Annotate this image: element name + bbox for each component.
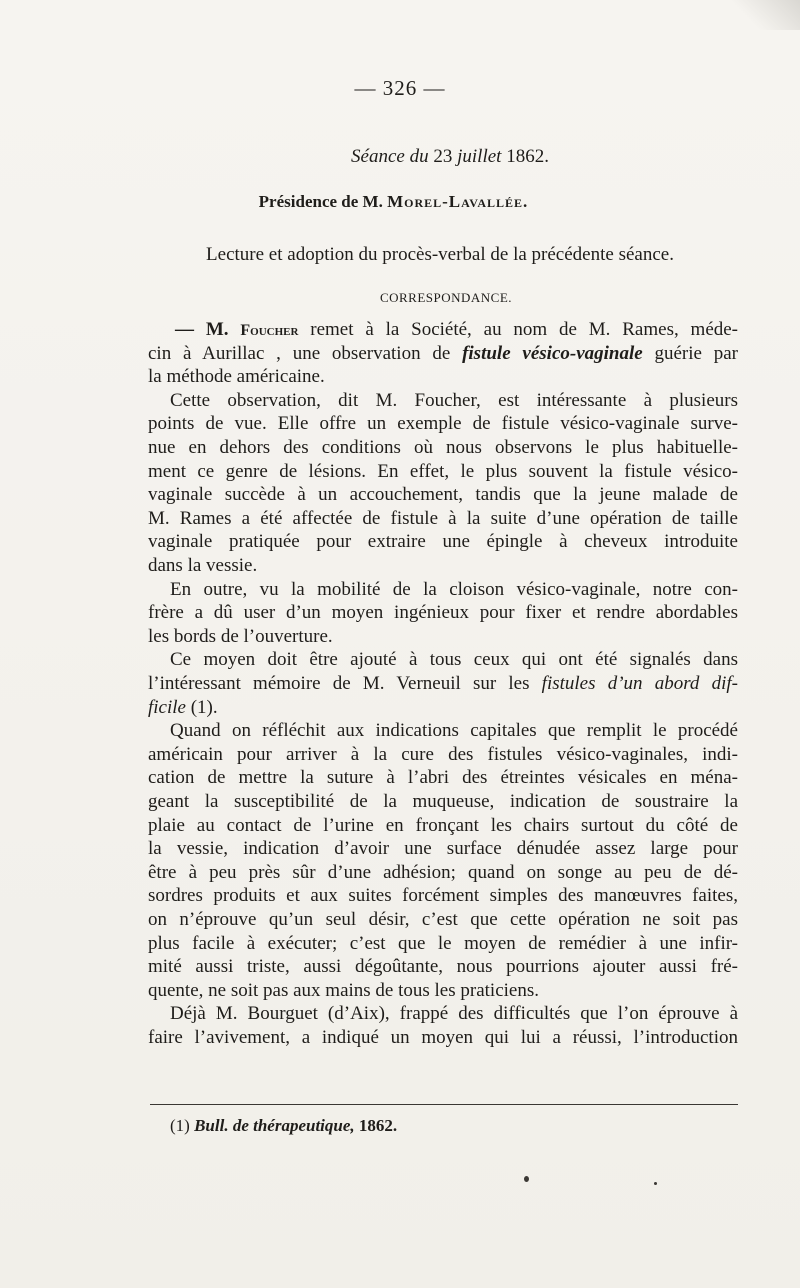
text-line xyxy=(148,743,738,766)
text-line xyxy=(148,1026,738,1049)
president-name: Morel-Lavallée. xyxy=(387,192,529,211)
footnote xyxy=(170,1116,397,1136)
text-run: faire l’avivement, a indiqué un moyen qui lui a réussi, l’introduction xyxy=(148,1027,738,1048)
text-line xyxy=(170,719,738,742)
footnote-year: 1862. xyxy=(354,1116,398,1135)
text-line xyxy=(148,979,539,1002)
page-number: — 326 — xyxy=(354,76,446,100)
text-run: Déjà M. Bourguet (d’Aix), frappé des difficultés que l’on éprouve à xyxy=(170,1003,738,1025)
page-corner-shadow xyxy=(730,0,800,30)
text-line xyxy=(148,554,257,577)
text-run: vaginale succède à un accouchement, tandis que la jeune malade de xyxy=(148,484,738,506)
minutes-adoption: Lecture et adoption du procès-verbal de la précédente séance. xyxy=(206,244,674,265)
presidence-line xyxy=(0,192,787,212)
text-line xyxy=(148,814,738,837)
text-run: ficile xyxy=(148,696,186,718)
text-run: geant la susceptibilité de la muqueuse, indication de soustraire la xyxy=(148,791,738,812)
text-line xyxy=(148,696,218,719)
ink-speck xyxy=(524,1176,529,1182)
presidence-prefix: Présidence de xyxy=(258,192,363,211)
text-run: — xyxy=(175,319,206,340)
footnote-rule xyxy=(150,1104,738,1105)
text-run: (1). xyxy=(185,696,218,718)
text-line xyxy=(148,766,738,789)
text-run: remet à la Société, au nom de M. Rames, méde- xyxy=(298,319,739,340)
section-heading: CORRESPONDANCE. xyxy=(379,290,513,305)
text-line xyxy=(148,861,738,884)
text-run: Quand on réfléchit aux indications capitales que remplit le procédé xyxy=(170,720,738,742)
text-run: M. Rames a été affectée de fistule à la suite d’une opération de taille xyxy=(148,507,738,529)
text-line xyxy=(148,412,738,435)
text-line xyxy=(148,436,738,459)
text-line xyxy=(175,318,738,342)
session-date xyxy=(0,146,800,168)
footnote-source: Bull. de thérapeutique, xyxy=(194,1116,355,1135)
text-line xyxy=(148,790,738,813)
footnote-marker: (1) xyxy=(170,1116,195,1135)
text-run: fistules d’un abord dif- xyxy=(541,673,738,694)
text-run: mité aussi triste, aussi dégoûtante, nous pourrions ajouter aussi fré- xyxy=(148,956,738,978)
text-line xyxy=(148,884,738,907)
text-run: quente, ne soit pas aux mains de tous les praticiens. xyxy=(148,979,539,1001)
text-line xyxy=(148,932,738,955)
text-line xyxy=(170,648,738,671)
text-run: les bords de l’ouverture. xyxy=(148,625,333,647)
text-run: points de vue. Elle offre un exemple de fistule vésico-vaginale surve- xyxy=(148,413,738,435)
text-run: M. xyxy=(205,319,241,340)
text-line xyxy=(170,1002,738,1025)
text-run: américain pour arriver à la cure des fistules vésico-vaginales, indi- xyxy=(148,743,738,765)
text-run: vaginale pratiquée pour extraire une épingle à cheveux introduite xyxy=(148,531,738,553)
text-run: plaie au contact de l’urine en fronçant les chairs surtout du côté de xyxy=(148,814,738,836)
text-run: En outre, vu la mobilité de la cloison vésico-vaginale, notre con- xyxy=(170,578,738,600)
text-run: cation de mettre la suture à l’abri des étreintes vésicales en ména- xyxy=(148,767,738,789)
session-month: juillet xyxy=(452,146,507,167)
text-run: la vessie, indication d’avoir une surface dénudée assez large pour xyxy=(148,838,738,860)
text-run: être à peu près sûr d’une adhésion; quand on songe au peu de dé- xyxy=(148,861,738,883)
text-run: dans la vessie. xyxy=(148,555,258,576)
text-run: Foucher xyxy=(240,322,299,339)
ink-speck xyxy=(654,1182,657,1185)
text-run: on n’éprouve qu’un seul désir, c’est que cette opération ne soit pas xyxy=(148,909,738,930)
text-line xyxy=(148,507,738,530)
text-line xyxy=(148,365,325,388)
text-line xyxy=(148,672,738,695)
text-run: l’intéressant mémoire de M. Verneuil sur les xyxy=(148,673,542,694)
text-run: Cette observation, dit M. Foucher, est intéressante à plusieurs xyxy=(170,389,738,411)
text-line xyxy=(170,389,738,412)
text-line xyxy=(148,342,738,365)
text-line xyxy=(148,908,738,931)
session-day: 23 xyxy=(433,146,453,167)
text-run: frère a dû user d’un moyen ingénieux pour fixer et rendre abordables xyxy=(148,602,738,624)
presidence-title: M. xyxy=(362,192,388,211)
text-run: Ce moyen doit être ajouté à tous ceux qui ont été signalés dans xyxy=(170,649,738,671)
text-line xyxy=(148,460,738,483)
session-label: Séance du xyxy=(351,146,434,167)
text-line xyxy=(148,955,738,978)
text-line xyxy=(170,578,738,601)
text-run: la méthode américaine. xyxy=(148,366,325,388)
text-run: nue en dehors des conditions où nous observons le plus habituelle- xyxy=(148,437,738,458)
text-line xyxy=(148,837,738,860)
text-run: sordres produits et aux suites forcément simples des manœuvres faites, xyxy=(148,885,738,907)
text-line xyxy=(148,530,738,553)
text-run: ment ce genre de lésions. En effet, le plus souvent la fistule vésico- xyxy=(148,460,738,482)
text-run: cin à Aurillac , une observation de xyxy=(148,342,463,364)
text-line xyxy=(148,601,738,624)
text-run: guérie par xyxy=(642,342,739,364)
text-run: plus facile à exécuter; c’est que le moyen de remédier à une infir- xyxy=(148,932,738,954)
text-line xyxy=(148,483,738,506)
text-run: fistule vésico-vaginale xyxy=(462,342,643,364)
session-year: 1862. xyxy=(506,146,549,167)
text-line xyxy=(148,625,333,648)
